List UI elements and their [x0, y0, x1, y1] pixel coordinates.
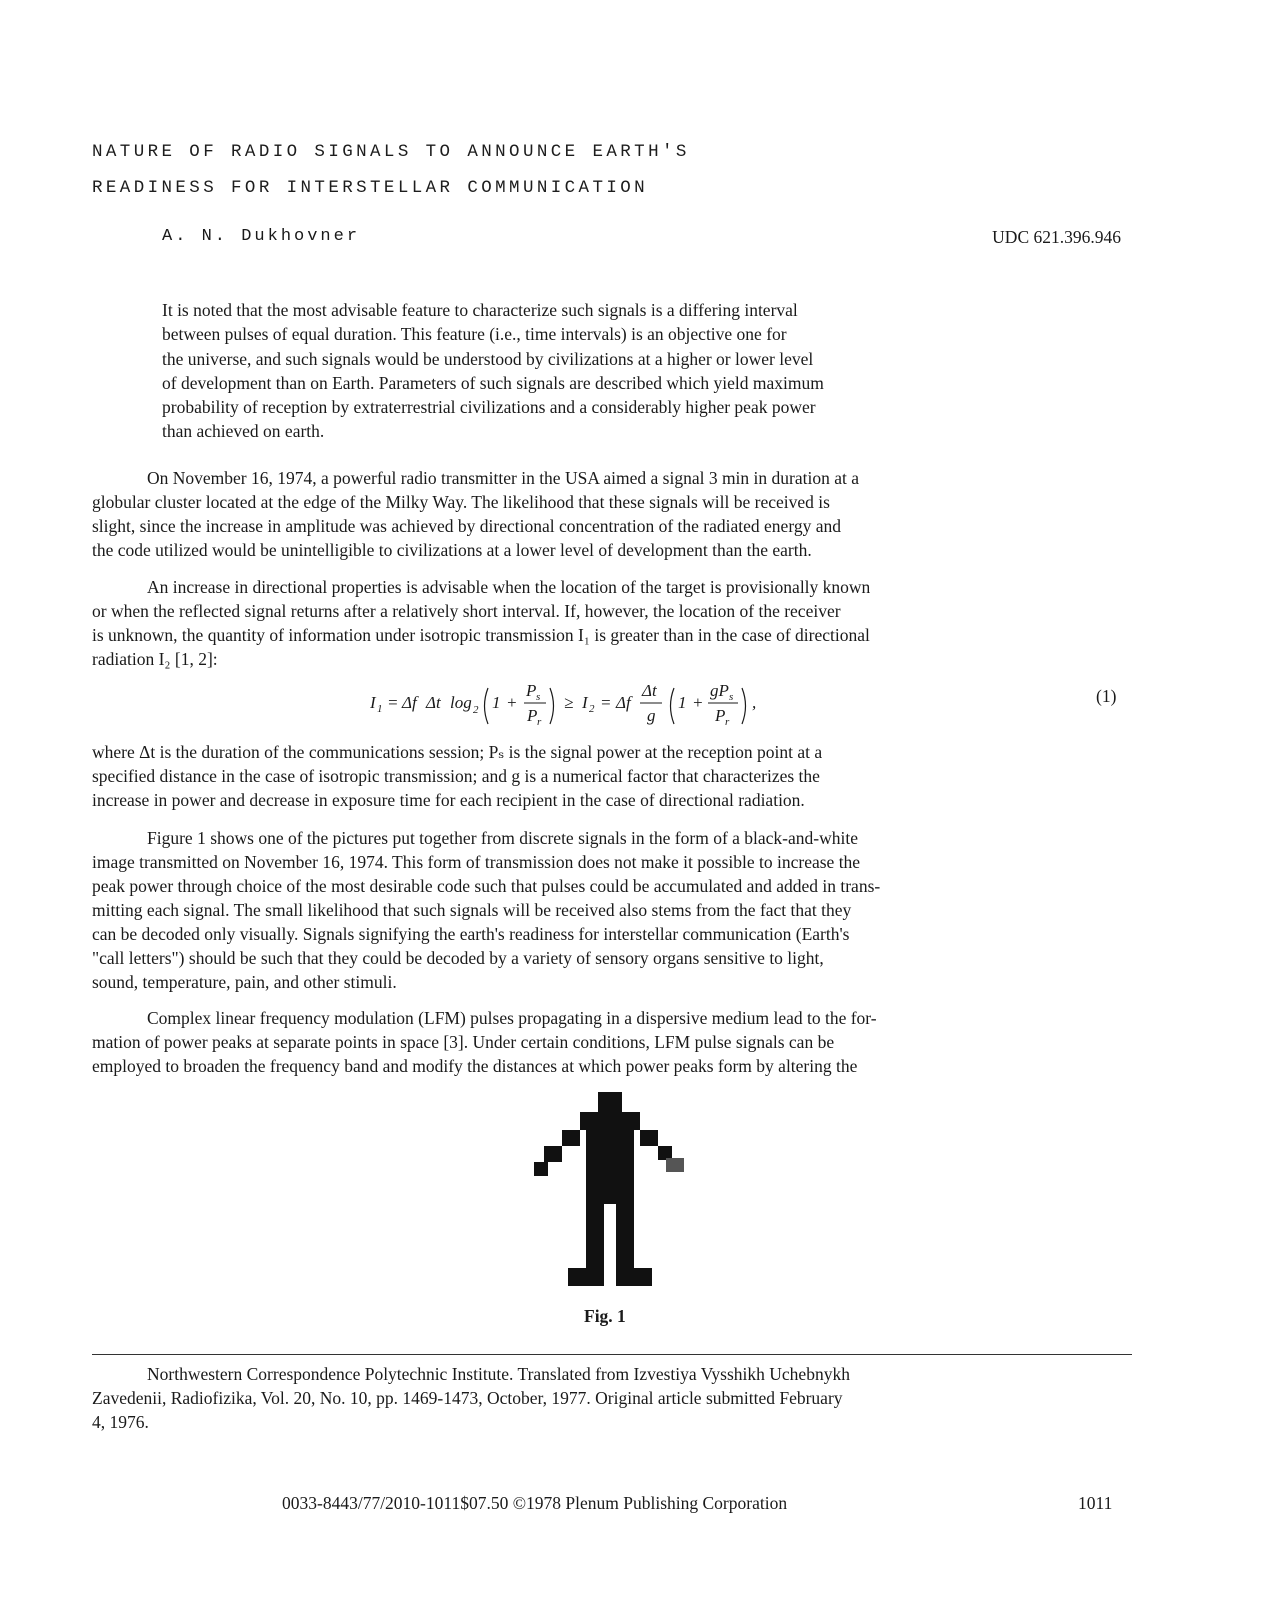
eq-one: 1: [492, 693, 501, 712]
paragraph-3: [92, 740, 1137, 812]
paragraph-line: Complex linear frequency modulation (LFM) pulses propagating in a dispersive medium lead to the for-: [147, 1008, 877, 1028]
eq-one-2: 1: [678, 693, 687, 712]
paragraph-line: peak power through choice of the most desirable code such that pulses could be accumulated and added in trans-: [92, 876, 881, 896]
paragraph-line: mation of power peaks at separate points in space [3]. Under certain conditions, LFM pulse signals can be: [92, 1032, 835, 1052]
abstract-line: than achieved on earth.: [162, 421, 325, 442]
figure-torso: [586, 1130, 634, 1204]
eq-plus: +: [506, 693, 518, 712]
article-title-line-1: NATURE OF RADIO SIGNALS TO ANNOUNCE EARTH'S: [92, 142, 690, 162]
eq-log: log: [450, 693, 472, 712]
figure-caption: Fig. 1: [584, 1306, 626, 1326]
paragraph-line: radiation I₂ [1, 2]:: [92, 649, 218, 669]
eq-sub2: 2: [589, 703, 595, 715]
equation-1: [370, 676, 890, 732]
udc-code: UDC 621.396.946: [992, 227, 1121, 247]
paragraph-line: can be decoded only visually. Signals signifying the earth's readiness for interstellar communication (Earth's: [92, 924, 850, 944]
eq-s-sub-2: s: [729, 691, 734, 703]
eq-g-den: g: [647, 706, 656, 725]
paragraph-line: globular cluster located at the edge of the Milky Way. The likelihood that these signals will be received is: [92, 492, 830, 512]
figure-right-arm-upper: [640, 1130, 658, 1146]
author-name: A. N. Dukhovner: [162, 227, 361, 246]
eq-delta-t: Δt: [426, 693, 441, 712]
eq-Pr: P: [527, 706, 538, 725]
eq-gPs: gP: [710, 681, 729, 700]
figure-left-hand: [534, 1162, 548, 1176]
eq-equals-2: =: [600, 693, 612, 712]
paragraph-line: mitting each signal. The small likelihood that such signals will be received also stems from the fact that they: [92, 900, 852, 920]
abstract-line: between pulses of equal duration. This feature (i.e., time intervals) is an objective one for: [162, 324, 787, 345]
abstract-line: the universe, and such signals would be understood by civilizations at a higher or lower level: [162, 348, 814, 369]
eq-I2: I: [582, 693, 588, 712]
paragraph-line: sound, temperature, pain, and other stimuli.: [92, 972, 397, 992]
eq-ge: ≥: [564, 693, 574, 712]
eq-equals: =: [387, 693, 399, 712]
footnote-line: 4, 1976.: [92, 1412, 149, 1432]
eq-comma: ,: [752, 693, 757, 712]
footnote-line: Zavedenii, Radiofizika, Vol. 20, No. 10, pp. 1469-1473, October, 1977. Original article submitted February: [92, 1388, 843, 1408]
figure-1-human-pictogram: [532, 1092, 690, 1298]
paragraph-line: Figure 1 shows one of the pictures put together from discrete signals in the form of a black-and-white: [147, 828, 858, 848]
footnote-line: Northwestern Correspondence Polytechnic Institute. Translated from Izvestiya Vysshikh Uchebnykh: [147, 1364, 850, 1384]
eq-I1: I: [370, 693, 376, 712]
paragraph-line: employed to broaden the frequency band and modify the distances at which power peaks form by altering the: [92, 1056, 858, 1076]
paragraph-line: An increase in directional properties is advisable when the location of the target is provisionally known: [147, 577, 871, 597]
figure-head: [598, 1092, 622, 1112]
figure-shoulders: [580, 1112, 640, 1130]
paragraph-line: or when the reflected signal returns after a relatively short interval. If, however, the location of the receiver: [92, 601, 841, 621]
paragraph-line: slight, since the increase in amplitude was achieved by directional concentration of the radiated energy and: [92, 516, 841, 536]
eq-right-paren: [550, 688, 554, 724]
paragraph-line: where Δt is the duration of the communications session; Pₛ is the signal power at the reception point at a: [92, 742, 823, 762]
eq-left-paren-2: [671, 688, 675, 724]
figure-left-foot: [568, 1268, 604, 1286]
page-number: 1011: [1078, 1493, 1113, 1513]
article-title-line-2: READINESS FOR INTERSTELLAR COMMUNICATION: [92, 178, 649, 198]
eq-plus-2: +: [692, 693, 704, 712]
paragraph-line: On November 16, 1974, a powerful radio transmitter in the USA aimed a signal 3 min in duration at a: [147, 468, 859, 488]
equation-number: (1): [1096, 686, 1117, 706]
paragraph-line: image transmitted on November 16, 1974. This form of transmission does not make it possible to increase the: [92, 852, 861, 872]
abstract-line: of development than on Earth. Parameters of such signals are described which yield maximum: [162, 372, 824, 393]
eq-Pr-2: P: [715, 706, 726, 725]
eq-r-sub-2: r: [725, 716, 730, 728]
eq-Ps: P: [526, 681, 537, 700]
figure-left-arm-upper: [562, 1130, 580, 1146]
paragraph-line: increase in power and decrease in exposure time for each recipient in the case of directional radiation.: [92, 790, 805, 810]
eq-r-sub: r: [537, 716, 542, 728]
publisher-line: 0033-8443/77/2010-1011$07.50 ©1978 Plenum Publishing Corporation: [282, 1493, 788, 1513]
eq-left-paren: [485, 688, 489, 724]
eq-s-sub: s: [536, 691, 541, 703]
eq-delta-f: Δf: [402, 693, 417, 712]
paragraph-2: [92, 575, 1137, 671]
paragraph-1: [92, 466, 1137, 562]
paragraph-5: [92, 1006, 1137, 1078]
figure-left-leg: [586, 1204, 604, 1268]
abstract: [162, 298, 1062, 444]
paragraph-line: specified distance in the case of isotropic transmission; and g is a numerical factor that characterizes the: [92, 766, 820, 786]
abstract-line: It is noted that the most advisable feature to characterize such signals is a differing interval: [162, 300, 798, 320]
eq-right-paren-2: [742, 688, 746, 724]
figure-right-leg: [616, 1204, 634, 1268]
paragraph-4: [92, 826, 1137, 994]
paragraph-line: the code utilized would be unintelligible to civilizations at a lower level of development than the earth.: [92, 540, 812, 560]
paragraph-line: "call letters") should be such that they could be decoded by a variety of sensory organs sensitive to light,: [92, 948, 824, 968]
eq-log-base: 2: [473, 704, 479, 716]
abstract-line: probability of reception by extraterrestrial civilizations and a considerably higher peak power: [162, 397, 816, 418]
figure-right-hand: [666, 1158, 684, 1172]
figure-left-arm-lower: [544, 1146, 562, 1162]
eq-sub1: 1: [377, 703, 383, 715]
eq-delta-f-2: Δf: [616, 693, 631, 712]
figure-right-foot: [616, 1268, 652, 1286]
figure-right-arm-lower: [658, 1146, 672, 1160]
footnote-divider: [92, 1354, 1132, 1355]
eq-delta-t-num: Δt: [642, 681, 657, 700]
footnote: [92, 1362, 1137, 1434]
paragraph-line: is unknown, the quantity of information under isotropic transmission I₁ is greater than in the case of directional: [92, 625, 870, 645]
